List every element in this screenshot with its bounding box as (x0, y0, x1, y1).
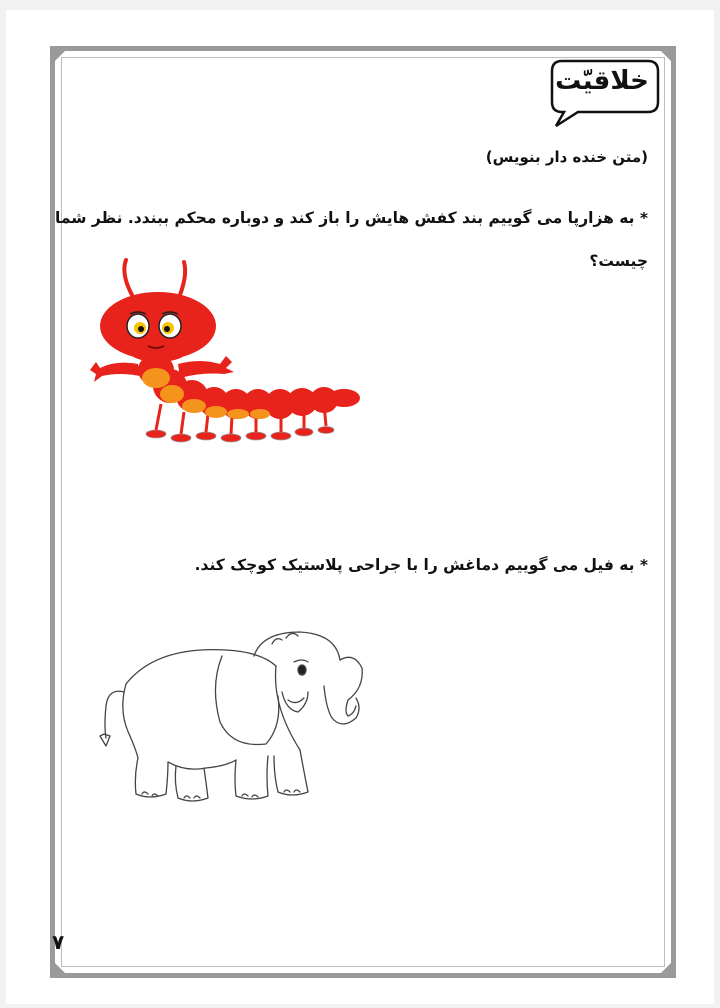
question-1-line-2: چیست؟ (589, 252, 648, 270)
question-2: * به فیل می گوییم دماغش را با جراحی پلاستیک کوچک کند. (194, 556, 648, 574)
page-border-inner (61, 57, 665, 967)
centipede-illustration (86, 254, 366, 454)
page-number: ۷ (52, 930, 65, 954)
section-title: خلاقیّت (555, 66, 649, 96)
instruction-subtitle: (متن خنده دار بنویس) (485, 148, 648, 166)
elephant-illustration (86, 626, 376, 812)
question-1-line-1: * به هزارپا می گوییم بند کفش هایش را باز کند و دوباره محکم ببندد. نظر شما (55, 209, 648, 227)
frame-corner-bottom-left (55, 963, 65, 973)
frame-corner-top-left (55, 51, 65, 61)
frame-corner-bottom-right (661, 963, 671, 973)
section-title-bubble (548, 58, 664, 128)
page-border-frame (50, 46, 676, 978)
